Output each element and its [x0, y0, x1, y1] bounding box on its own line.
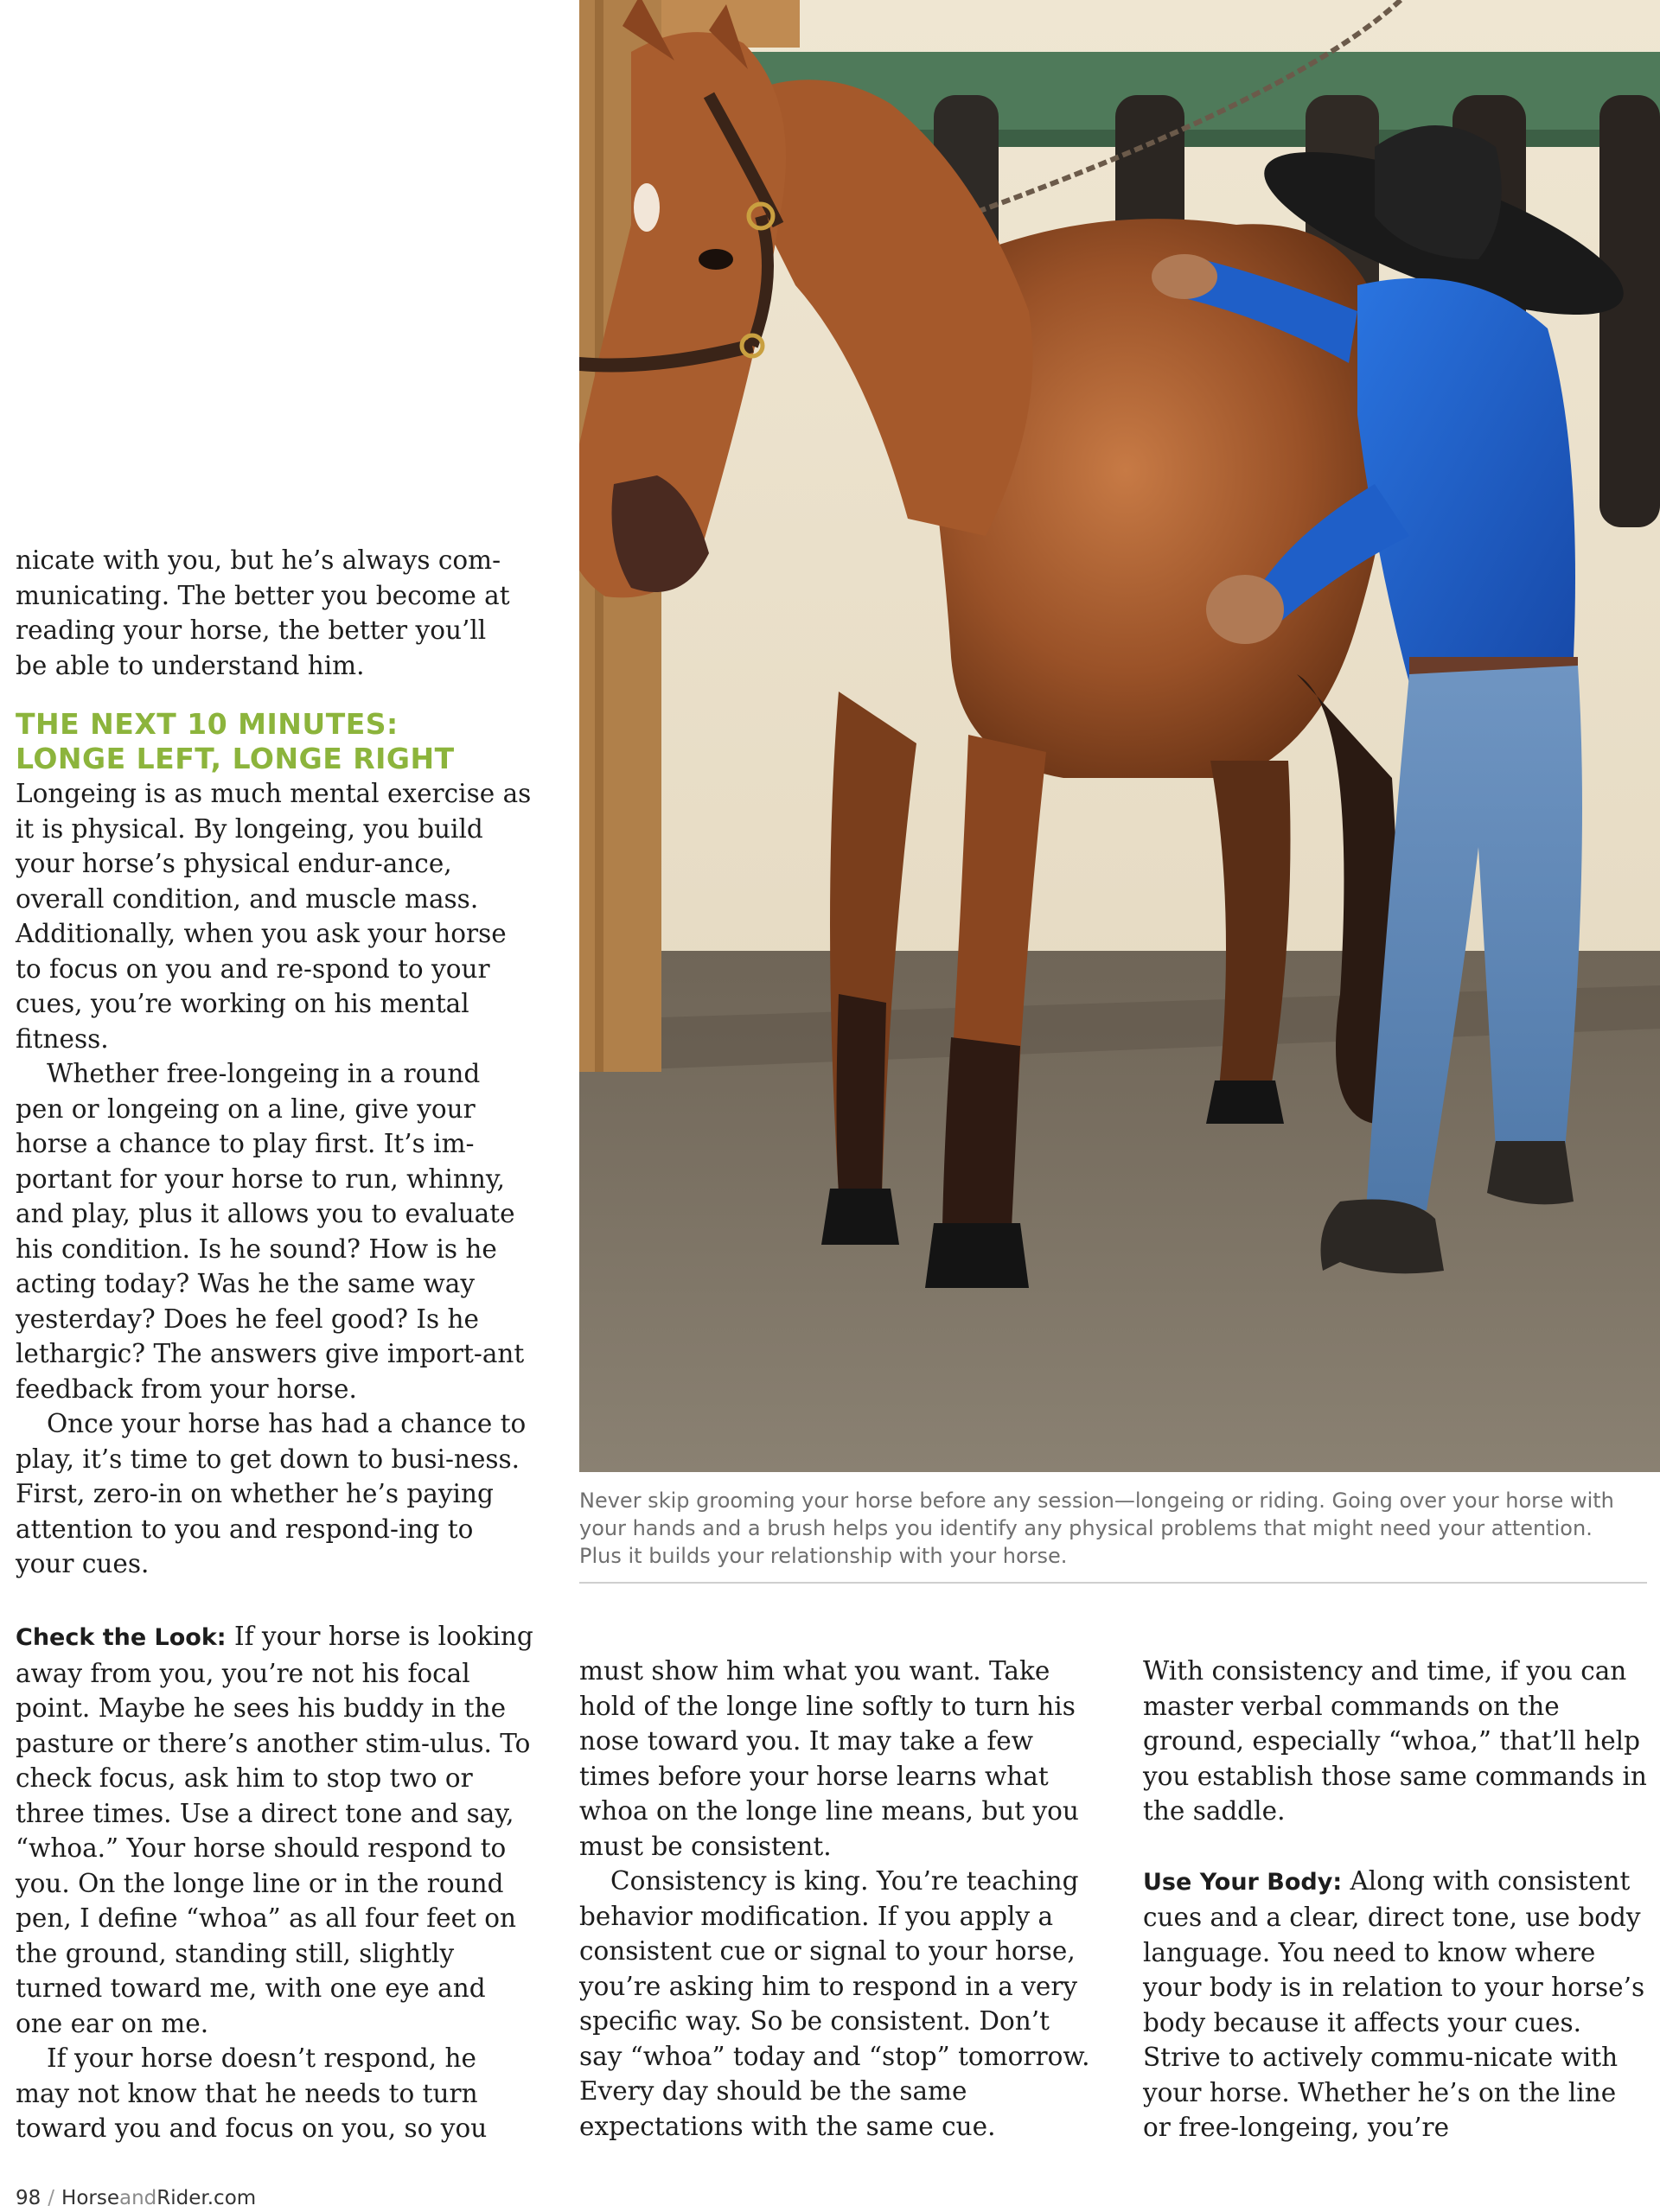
photo-caption: Never skip grooming your horse before any session—longeing or riding. Going over your horse with your hands and a brush helps you identify any physical problems that might need your attention. Plus it builds your relationship with your horse.	[579, 1488, 1614, 1568]
grooming-photo	[579, 0, 1660, 1472]
page-number: 98	[16, 2187, 42, 2209]
left-column	[16, 543, 534, 1582]
check-look-paragraph	[16, 1619, 534, 2041]
footer-separator: /	[48, 2187, 55, 2209]
use-body-runin: Use Your Body:	[1143, 1868, 1343, 1896]
check-look-runin: Check the Look:	[16, 1624, 227, 1651]
brand-and: and	[119, 2187, 157, 2209]
brand-horse: Horse	[61, 2187, 119, 2209]
caption-divider	[579, 1582, 1647, 1584]
intro-line: municating. The better you become at	[16, 580, 510, 610]
use-body-text: Along with consistent cues and a clear, direct tone, use body language. You need to know where your body is in relation to your horse’s body because it affects your cues. Strive to actively commu-nicate with your horse. Whether he’s on the line or free-longeing, you’re	[1143, 1865, 1645, 2142]
section-heading-line1: THE NEXT 10 MINUTES:	[16, 707, 399, 741]
use-body-paragraph	[1143, 1864, 1649, 2145]
right-column	[1143, 1654, 1649, 2145]
check-look-text: If your horse is looking away from you, you’re not his focal point. Maybe he sees his buddy in the pasture or there’s another stim-ulus. To check focus, ask him to stop two or three times. Use a direct tone and say, “whoa.” Your horse should respond to you. On the longe line or in the round pen, I define “whoa” as all four feet on the ground, standing still, slightly turned toward me, with one eye and one ear on me.	[16, 1622, 533, 2038]
intro-line: be able to understand him.	[16, 650, 365, 680]
page-footer	[16, 2187, 256, 2209]
middle-column	[579, 1654, 1098, 2144]
section-paragraph: Longeing is as much mental exercise as it is physical. By longeing, you build your horse’s physical endur-ance, overall condition, and muscle mass. Additionally, when you ask your horse to focus on you and re-spond to your cues, you’re working on his mental fitness.	[16, 779, 532, 1054]
check-look-paragraph-2: If your horse doesn’t respond, he may not know that he needs to turn toward you and focus on you, so you	[16, 2043, 488, 2143]
right-paragraph: With consistency and time, if you can master verbal commands on the ground, especially “whoa,” that’ll help you establish those same commands in the saddle.	[1143, 1656, 1647, 1826]
middle-paragraph: Consistency is king. You’re teaching behavior modification. If you apply a consistent cue or signal to your horse, you’re asking him to respond in a very specific way. So be consistent. Don’t say “whoa” today and “stop” tomorrow. Every day should be the same expectations with the same cue.	[579, 1866, 1090, 2141]
intro-line: nicate with you, but he’s always com-	[16, 545, 501, 575]
section-paragraph: Whether free-longeing in a round pen or longeing on a line, give your horse a chance to play first. It’s im-portant for your horse to run, whinny, and play, plus it allows you to evaluate his condition. Is he sound? How is he acting today? Was he the same way yesterday? Does he feel good? Is he lethargic? The answers give import-ant feedback from your horse.	[16, 1059, 525, 1404]
section-paragraph: Once your horse has had a chance to play, it’s time to get down to busi-ness. First, zero-in on whether he’s paying attention to you and respond-ing to your cues.	[16, 1409, 527, 1578]
middle-paragraph: must show him what you want. Take hold of the longe line softly to turn his nose toward you. It may take a few times before your horse learns what whoa on the longe line means, but you must be consistent.	[579, 1656, 1079, 1861]
intro-line: reading your horse, the better you’ll	[16, 615, 487, 645]
horse-and-trainer-illustration	[579, 0, 1660, 1472]
section-heading-line2: LONGE LEFT, LONGE RIGHT	[16, 742, 455, 775]
check-look-section	[16, 1619, 534, 2146]
brand-rider: Rider.com	[156, 2187, 257, 2209]
